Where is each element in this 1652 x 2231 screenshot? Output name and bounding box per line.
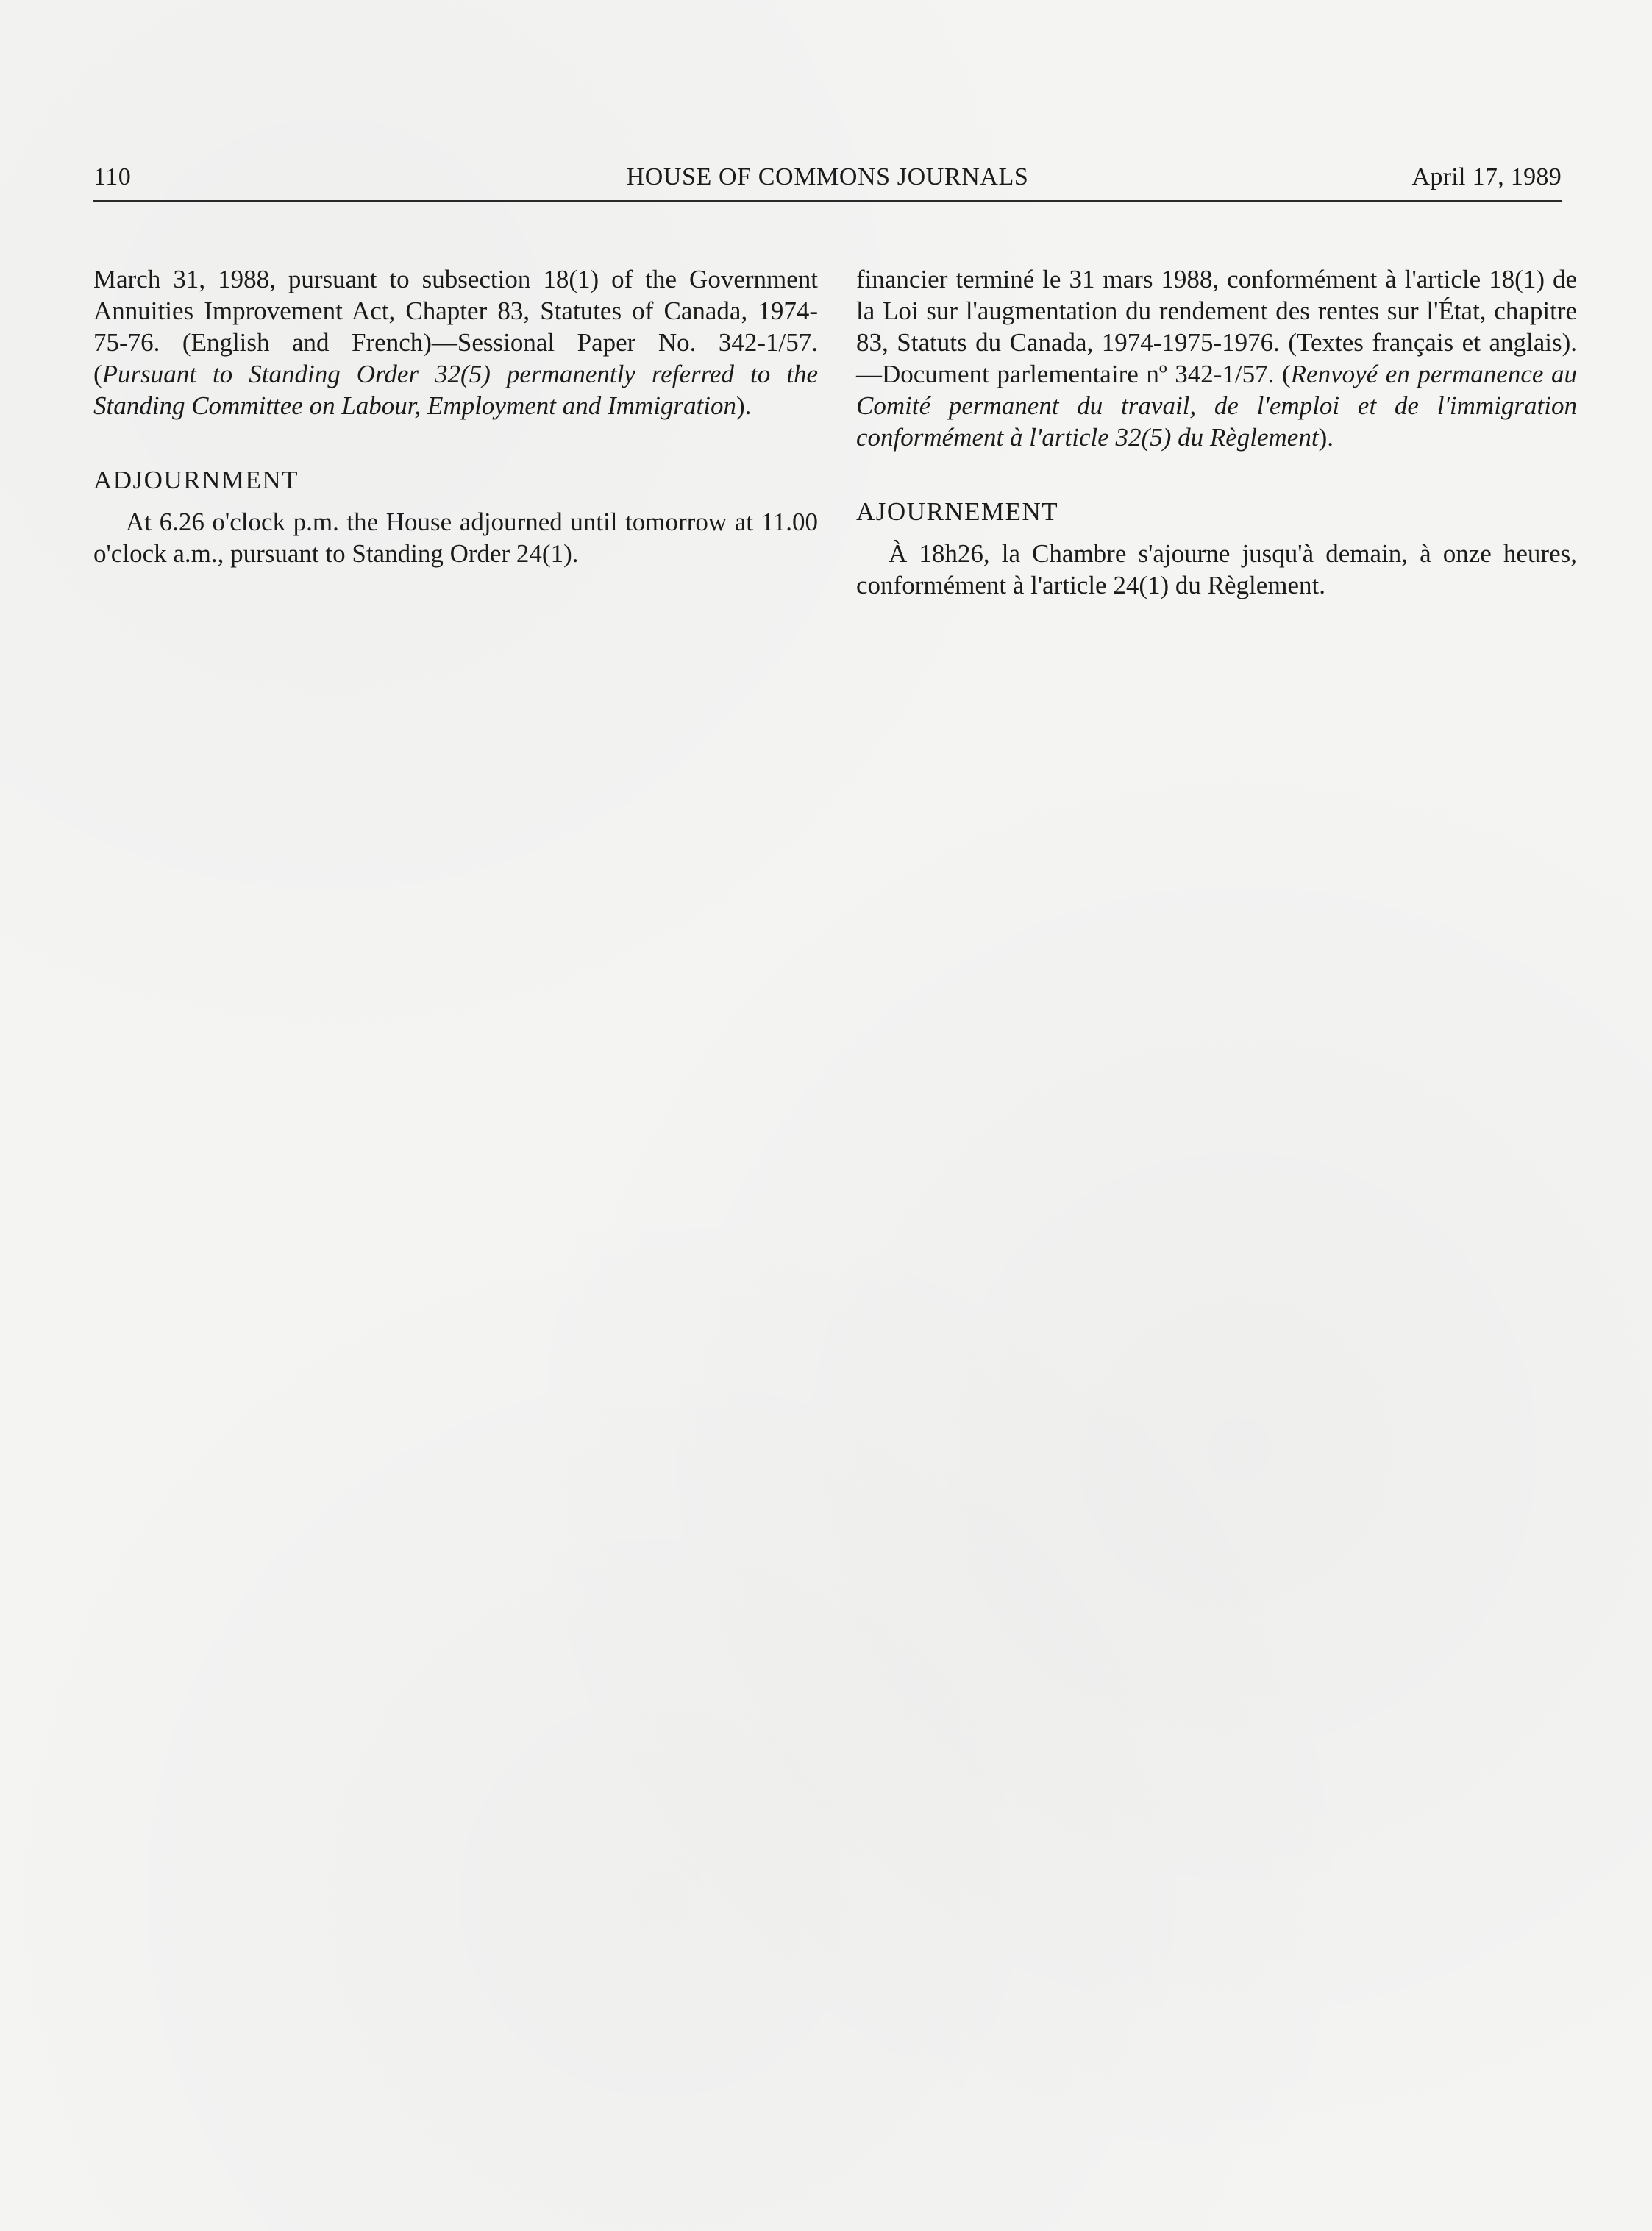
page-header xyxy=(93,159,1562,202)
french-adjournment-heading: AJOURNEMENT xyxy=(856,497,1059,526)
french-committee-referral: Renvoyé en permanence au Comité permanent du travail, de l'emploi et de l'immigration conformément à l'article 32(5) du Règlement xyxy=(856,360,1577,452)
english-adjournment-heading: ADJOURNMENT xyxy=(93,466,299,494)
english-adjournment-text: At 6.26 o'clock p.m. the House adjourned until tomorrow at 11.00 o'clock a.m., pursuant to Standing Order 24(1). xyxy=(93,508,818,568)
journal-title: HOUSE OF COMMONS JOURNALS xyxy=(626,163,1029,191)
english-column xyxy=(93,263,818,569)
english-entry-text: March 31, 1988, pursuant to subsection 18(1) of the Government Annuities Improvement Act, Chapter 83, Statutes of Canada, 1974-75-76. (English and French)—Sessional Paper No. 342-1/57. ( xyxy=(93,265,818,388)
journal-date: April 17, 1989 xyxy=(1411,163,1562,191)
french-column xyxy=(856,263,1577,601)
english-sessional-paper-entry xyxy=(93,263,818,421)
page-number: 110 xyxy=(93,163,132,191)
english-entry-close: ). xyxy=(736,391,752,420)
french-adjournment-text: À 18h26, la Chambre s'ajourne jusqu'à demain, à onze heures, conformément à l'article 24(1) du Règlement. xyxy=(856,539,1577,599)
french-sessional-paper-entry xyxy=(856,263,1577,453)
french-entry-close: ). xyxy=(1318,423,1334,452)
english-committee-referral: Pursuant to Standing Order 32(5) permanently referred to the Standing Committee on Labour, Employment and Immigration xyxy=(93,360,818,420)
french-entry-text: financier terminé le 31 mars 1988, conformément à l'article 18(1) de la Loi sur l'augmentation du rendement des rentes sur l'État, chapitre 83, Statuts du Canada, 1974-1975-1976. (Textes français et anglais).—Document parlementaire nº 342-1/57. ( xyxy=(856,265,1577,388)
